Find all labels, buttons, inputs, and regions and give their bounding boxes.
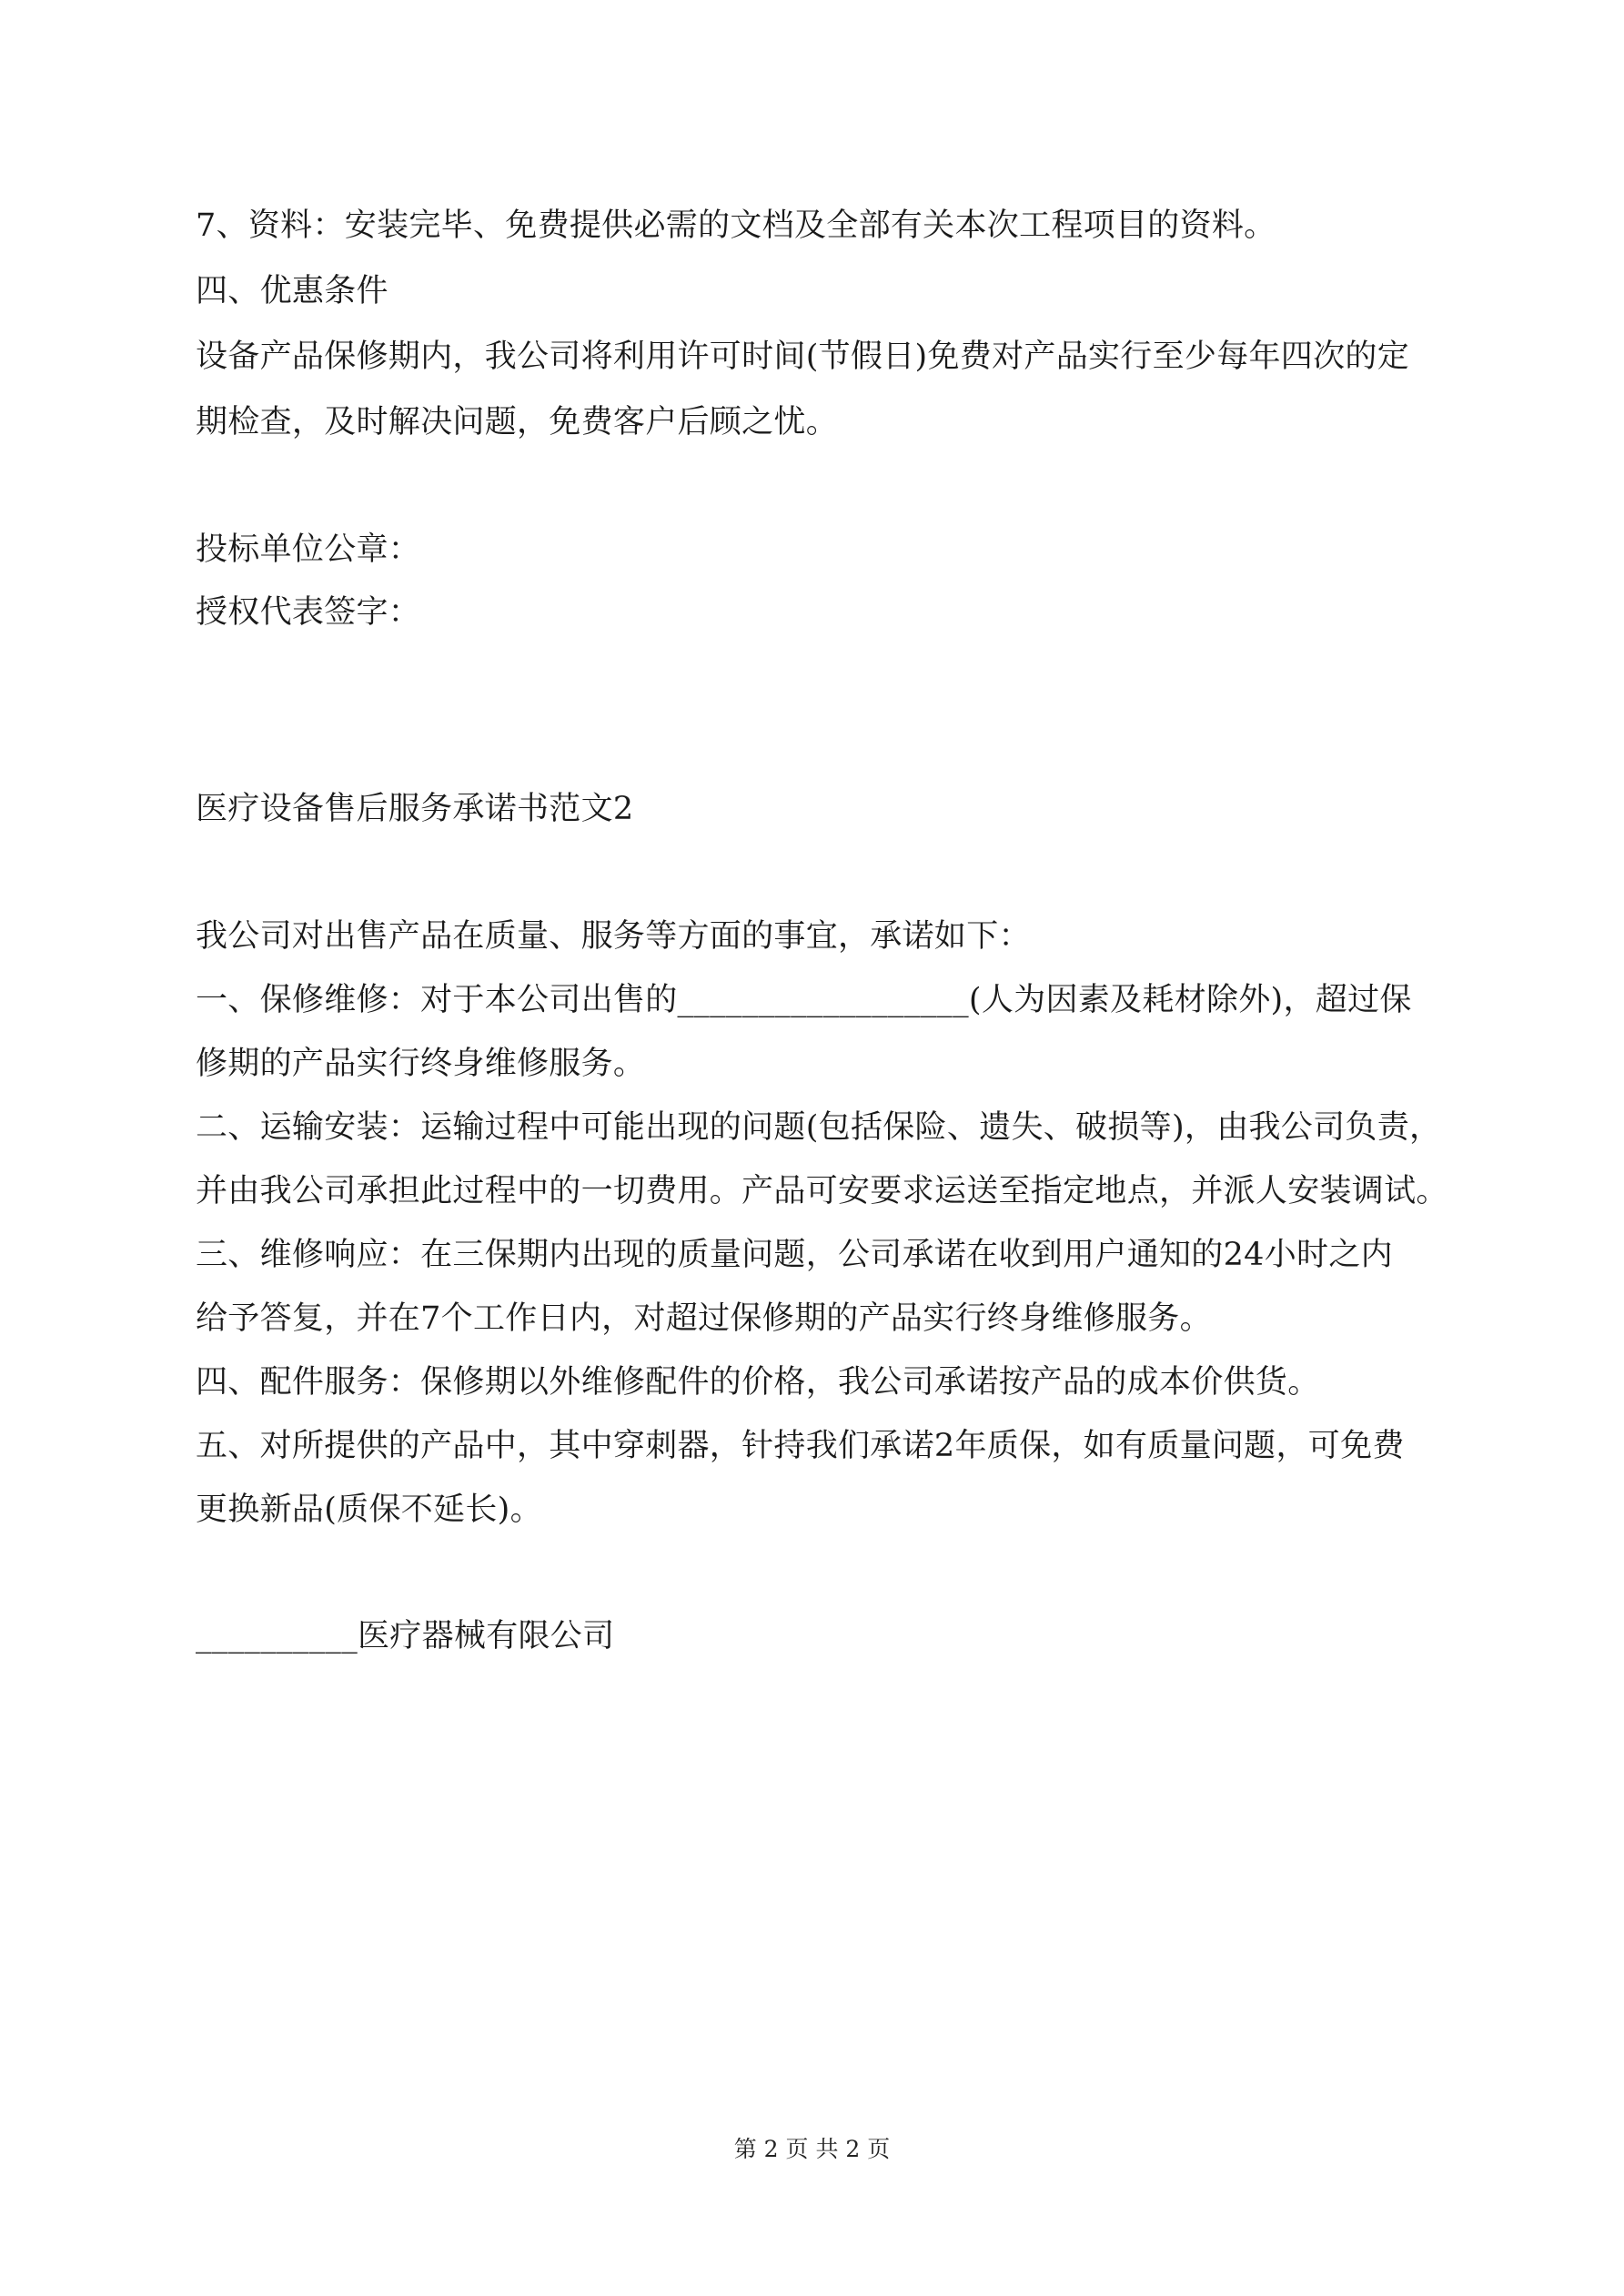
item-5-line-2: 更换新品(质保不延长)。 <box>196 1492 542 1528</box>
paragraph-line-1: 设备产品保修期内，我公司将利用许可时间(节假日)免费对产品实行至少每年四次的定 <box>196 339 1410 375</box>
item-5-line-1: 五、对所提供的产品中，其中穿刺器，针持我们承诺2年质保，如有质量问题，可免费 <box>196 1428 1405 1464</box>
item-1-line-1: 一、保修维修：对于本公司出售的__________________(人为因素及耗材除外)，超过保 <box>196 982 1412 1018</box>
item-7-materials: 7、资料：安装完毕、免费提供必需的文档及全部有关本次工程项目的资料。 <box>196 207 1276 244</box>
item-3-line-2: 给予答复，并在7个工作日内，对超过保修期的产品实行终身维修服务。 <box>196 1300 1212 1337</box>
paragraph-line-2: 期检查，及时解决问题，免费客户后顾之忧。 <box>196 404 839 440</box>
item-3-line-1: 三、维修响应：在三保期内出现的质量问题，公司承诺在收到用户通知的24小时之内 <box>196 1237 1393 1273</box>
item-2-line-2: 并由我公司承担此过程中的一切费用。产品可安要求运送至指定地点，并派人安装调试。 <box>196 1173 1448 1209</box>
authorized-signature-label: 授权代表签字： <box>196 594 421 631</box>
item-2-line-1: 二、运输安装：运输过程中可能出现的问题(包括保险、遗失、破损等)，由我公司负责， <box>196 1109 1442 1146</box>
item-4: 四、配件服务：保修期以外维修配件的价格，我公司承诺按产品的成本价供货。 <box>196 1364 1320 1401</box>
page-number-footer: 第 2 页 共 2 页 <box>733 2136 891 2162</box>
commitment-intro: 我公司对出售产品在质量、服务等方面的事宜，承诺如下： <box>196 918 1031 955</box>
item-1-line-2: 修期的产品实行终身维修服务。 <box>196 1046 646 1082</box>
bidder-seal-label: 投标单位公章： <box>196 531 421 568</box>
company-name: __________医疗器械有限公司 <box>196 1618 615 1654</box>
heading-preferential-terms: 四、优惠条件 <box>196 273 388 309</box>
section-2-title: 医疗设备售后服务承诺书范文2 <box>196 791 634 827</box>
